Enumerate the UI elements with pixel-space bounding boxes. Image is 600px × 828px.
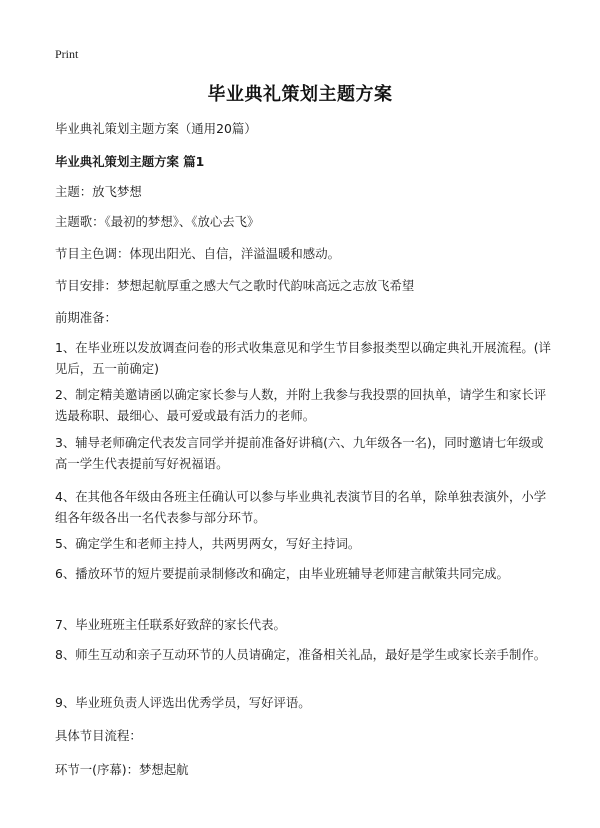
prep-item: 4、在其他各年级由各班主任确认可以参与毕业典礼表演节目的名单，除单独表演外，小学组各年级各出一名代表参与部分环节。 [55, 489, 547, 525]
prep-item: 1、在毕业班以发放调查问卷的形式收集意见和学生节目参报类型以确定典礼开展流程。(详见后，五一前确定) [55, 340, 551, 376]
prep-item: 3、辅导老师确定代表发言同学并提前准备好讲稿(六、九年级各一名)，同时邀请七年级或高一学生代表提前写好祝福语。 [55, 435, 544, 471]
prep-item: 9、毕业班负责人评选出优秀学员，写好评语。 [55, 695, 311, 710]
theme-line: 主题：放飞梦想 [55, 184, 142, 199]
prep-heading: 前期准备： [55, 310, 117, 325]
flow-heading: 具体节目流程： [55, 728, 142, 743]
arrangement-line: 节目安排：梦想起航厚重之感大气之歌时代韵味高远之志放飞希望 [55, 278, 415, 293]
section-heading: 毕业典礼策划主题方案 篇1 [55, 154, 205, 169]
prep-item: 7、毕业班班主任联系好致辞的家长代表。 [55, 617, 286, 632]
document-subtitle: 毕业典礼策划主题方案（通用20篇） [55, 121, 257, 136]
print-label: Print [55, 47, 79, 61]
segment-line: 环节一(序幕)：梦想起航 [55, 762, 189, 777]
theme-song-line: 主题歌：《最初的梦想》、《放心去飞》 [55, 214, 260, 229]
tone-line: 节目主色调：体现出阳光、自信，洋溢温暖和感动。 [55, 246, 340, 261]
prep-item: 5、确定学生和老师主持人，共两男两女，写好主持词。 [55, 536, 361, 551]
prep-item: 6、播放环节的短片要提前录制修改和确定，由毕业班辅导老师建言献策共同完成。 [55, 566, 509, 581]
document-title: 毕业典礼策划主题方案 [207, 84, 393, 105]
prep-item: 8、师生互动和亲子互动环节的人员请确定，准备相关礼品，最好是学生或家长亲手制作。 [55, 647, 547, 662]
prep-item: 2、制定精美邀请函以确定家长参与人数，并附上我参与我投票的回执单，请学生和家长评选最称职、最细心、最可爱或最有活力的老师。 [55, 387, 547, 423]
